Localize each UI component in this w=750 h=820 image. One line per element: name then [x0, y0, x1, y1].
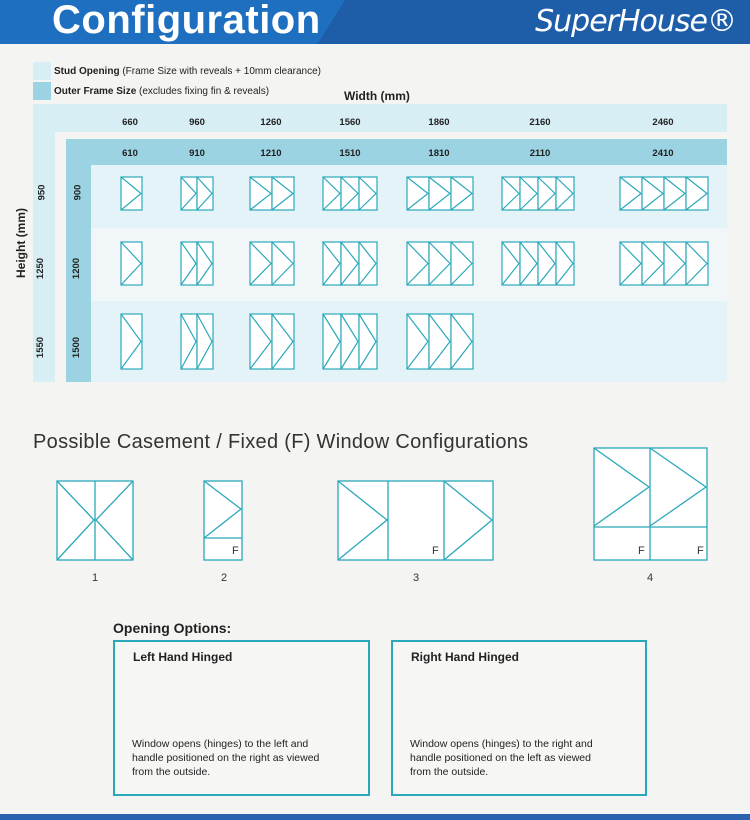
- page-title: Configuration: [52, 0, 321, 42]
- frame-width-label: 1210: [260, 148, 282, 159]
- grid-window: [502, 242, 574, 285]
- opening-options-title: Opening Options:: [113, 620, 232, 636]
- grid-window: [250, 177, 294, 210]
- stud-width-label: 2160: [529, 117, 551, 128]
- config-1-window: [57, 481, 133, 560]
- stud-width-label: 1860: [428, 117, 450, 128]
- fixed-label: F: [638, 545, 645, 557]
- grid-windows: [121, 177, 708, 369]
- grid-window: [121, 242, 142, 285]
- grid-window: [181, 314, 213, 369]
- fixed-label: F: [232, 545, 239, 557]
- legend-frame: Outer Frame Size (excludes fixing fin & reveals): [54, 86, 270, 97]
- grid-window: [502, 177, 574, 210]
- grid-window: [250, 242, 294, 285]
- right-hinged-description: Window opens (hinges) to the right and handle positioned on the left as viewed from the outside.: [410, 738, 593, 778]
- grid-window: [323, 314, 377, 369]
- height-axis-title: Height (mm): [14, 208, 28, 278]
- frame-height-label: 1500: [71, 336, 83, 359]
- grid-window: [121, 314, 142, 369]
- brand-logo: SuperHouse®: [535, 4, 736, 39]
- config-3-window: [338, 481, 493, 560]
- frame-width-label: 2110: [529, 148, 551, 159]
- stud-width-label: 960: [189, 117, 205, 128]
- config-number: 3: [413, 572, 420, 584]
- config-number: 1: [92, 572, 99, 584]
- frame-width-label: 610: [122, 148, 138, 159]
- left-hinged-heading: Left Hand Hinged: [133, 650, 233, 664]
- frame-width-label: 1810: [428, 148, 450, 159]
- grid-window: [407, 177, 473, 210]
- grid-window: [620, 177, 708, 210]
- grid-window: [407, 314, 473, 369]
- frame-width-label: 2410: [652, 148, 674, 159]
- grid-window: [323, 177, 377, 210]
- left-hinged-description: Window opens (hinges) to the left and handle positioned on the right as viewed from the outside.: [132, 738, 320, 778]
- grid-window: [323, 242, 377, 285]
- stud-height-label: 1250: [35, 257, 47, 280]
- frame-width-label: 910: [189, 148, 205, 159]
- stud-height-label: 950: [36, 184, 48, 201]
- config-number: 2: [221, 572, 228, 584]
- config-number: 4: [647, 572, 654, 584]
- grid-window: [620, 242, 708, 285]
- grid-window: [121, 177, 142, 210]
- frame-width-label: 1510: [339, 148, 361, 159]
- grid-window: [181, 242, 213, 285]
- fixed-label: F: [697, 545, 704, 557]
- footer-bar: [0, 814, 750, 820]
- grid-window: [407, 242, 473, 285]
- grid-window: [181, 177, 213, 210]
- legend-stud: Stud Opening (Frame Size with reveals + 10mm clearance): [54, 66, 322, 77]
- frame-height-label: 1200: [71, 257, 83, 280]
- stud-width-label: 660: [122, 117, 138, 128]
- config-4-window: [594, 448, 707, 560]
- width-axis-title: Width (mm): [344, 89, 410, 103]
- grid-window: [250, 314, 294, 369]
- configurations-title: Possible Casement / Fixed (F) Window Configurations: [33, 431, 529, 453]
- right-hinged-heading: Right Hand Hinged: [411, 650, 519, 664]
- stud-width-label: 1260: [260, 117, 282, 128]
- stud-width-label: 1560: [339, 117, 361, 128]
- fixed-label: F: [432, 545, 439, 557]
- stud-width-label: 2460: [652, 117, 674, 128]
- stud-height-label: 1550: [35, 336, 47, 359]
- frame-height-label: 900: [72, 184, 84, 201]
